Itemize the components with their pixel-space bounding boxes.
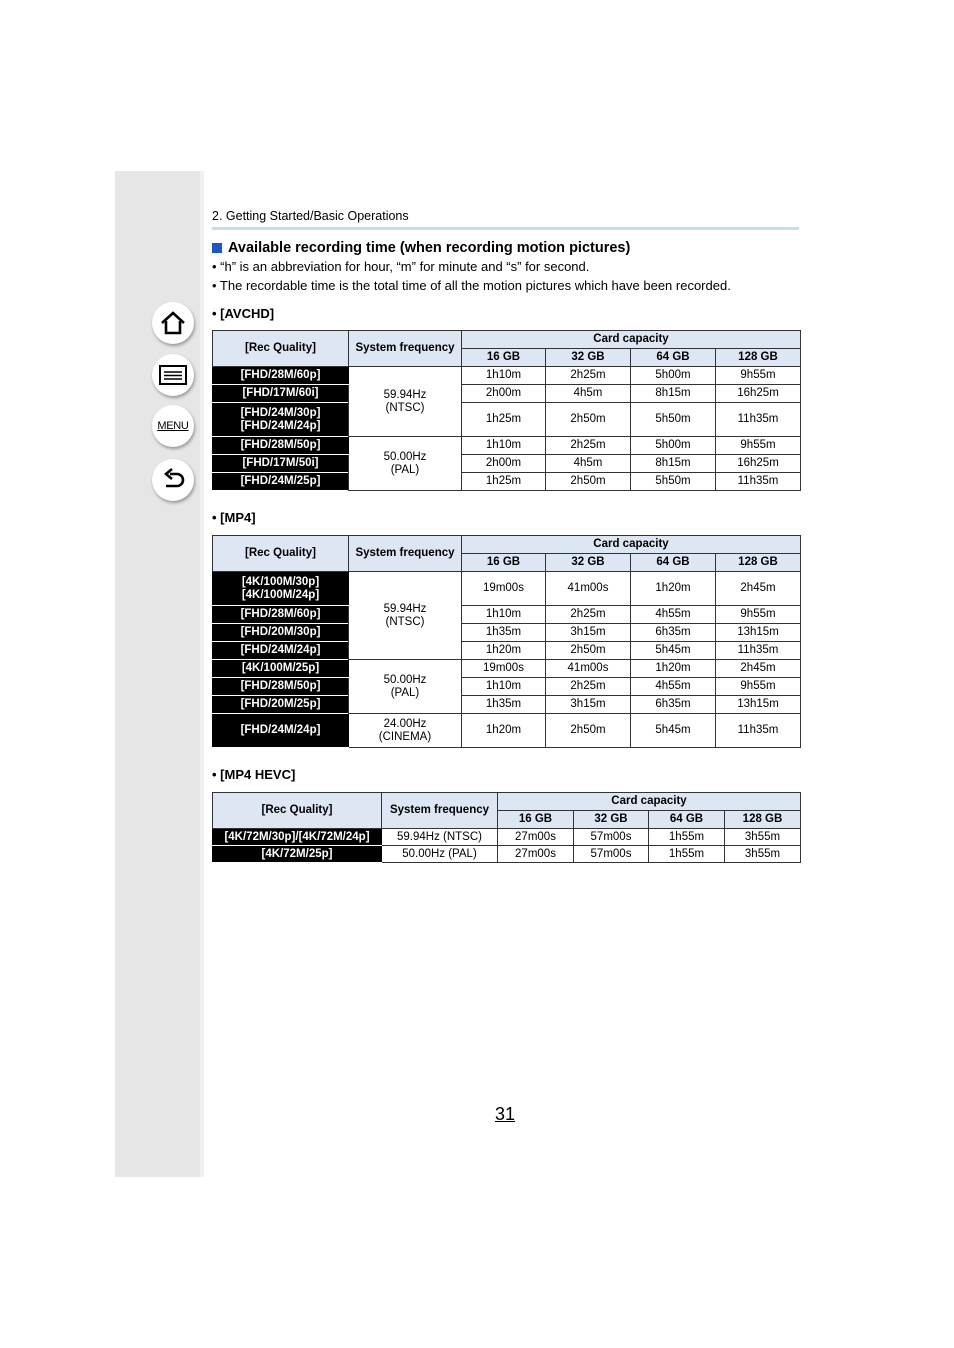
- capacity-header: 128 GB: [725, 811, 801, 829]
- rec-quality-cell: [FHD/28M/50p]: [213, 437, 349, 455]
- system-frequency-cell: 59.94Hz (NTSC): [382, 829, 498, 846]
- rec-quality-cell: [FHD/28M/50p]: [213, 678, 349, 696]
- recording-time-cell: 2h25m: [546, 367, 631, 385]
- card-capacity-header: Card capacity: [462, 536, 801, 554]
- capacity-header: 16 GB: [462, 554, 546, 572]
- recording-time-cell: 2h00m: [462, 455, 546, 473]
- recording-time-cell: 2h25m: [546, 606, 631, 624]
- recording-time-cell: 1h25m: [462, 473, 546, 491]
- table-row: [213, 846, 801, 863]
- recording-time-cell: 27m00s: [498, 829, 574, 846]
- rec-quality-header: [Rec Quality]: [213, 331, 349, 367]
- rec-quality-cell: [FHD/24M/24p]: [213, 642, 349, 660]
- table-row: [213, 829, 801, 846]
- capacity-header: 128 GB: [716, 554, 801, 572]
- table-row: [213, 660, 801, 678]
- sidebar-edge: [200, 171, 204, 1177]
- table-row: [213, 624, 801, 642]
- menu-button[interactable]: [152, 405, 194, 447]
- recording-time-cell: 57m00s: [574, 846, 649, 863]
- recording-time-cell: 5h00m: [631, 367, 716, 385]
- capacity-header: 16 GB: [462, 349, 546, 367]
- capacity-header: 32 GB: [546, 554, 631, 572]
- recording-time-cell: 1h20m: [462, 714, 546, 748]
- rec-quality-cell: [FHD/20M/25p]: [213, 696, 349, 714]
- page-number: 31: [495, 1104, 516, 1124]
- recording-time-cell: 41m00s: [546, 660, 631, 678]
- back-arrow-icon: [159, 466, 187, 494]
- home-button[interactable]: [152, 302, 194, 344]
- system-frequency-cell: 50.00Hz (PAL): [349, 437, 462, 491]
- recording-time-cell: 1h20m: [462, 642, 546, 660]
- rec-quality-cell: [FHD/24M/30p] [FHD/24M/24p]: [213, 403, 349, 437]
- system-frequency-header: System frequency: [349, 536, 462, 572]
- capacity-header: 16 GB: [498, 811, 574, 829]
- recording-time-cell: 11h35m: [716, 714, 801, 748]
- recording-time-cell: 5h50m: [631, 473, 716, 491]
- rec-quality-cell: [4K/72M/30p]/[4K/72M/24p]: [213, 829, 382, 846]
- recording-time-cell: 19m00s: [462, 572, 546, 606]
- system-frequency-cell: 24.00Hz (CINEMA): [349, 714, 462, 748]
- capacity-header: 32 GB: [546, 349, 631, 367]
- capacity-header: 128 GB: [716, 349, 801, 367]
- recording-time-cell: 3h15m: [546, 696, 631, 714]
- table-row: [213, 403, 801, 437]
- recording-time-cell: 2h25m: [546, 678, 631, 696]
- recording-time-cell: 2h45m: [716, 660, 801, 678]
- rec-quality-cell: [FHD/24M/25p]: [213, 473, 349, 491]
- rec-quality-cell: [FHD/20M/30p]: [213, 624, 349, 642]
- card-capacity-header: Card capacity: [498, 793, 801, 811]
- table-row: [213, 714, 801, 748]
- recording-time-cell: 2h50m: [546, 473, 631, 491]
- header-row: [213, 536, 801, 554]
- section-heading-text: Available recording time (when recording motion pictures): [228, 240, 631, 256]
- rec-quality-cell: [FHD/24M/24p]: [213, 714, 349, 748]
- rec-quality-cell: [4K/100M/25p]: [213, 660, 349, 678]
- contents-button[interactable]: [152, 354, 194, 396]
- recording-time-cell: 41m00s: [546, 572, 631, 606]
- rec-quality-cell: [4K/72M/25p]: [213, 846, 382, 863]
- recording-time-cell: 16h25m: [716, 455, 801, 473]
- recording-time-cell: 27m00s: [498, 846, 574, 863]
- recording-time-cell: 3h15m: [546, 624, 631, 642]
- recording-time-cell: 2h50m: [546, 714, 631, 748]
- system-frequency-cell: 50.00Hz (PAL): [349, 660, 462, 714]
- recording-time-cell: 6h35m: [631, 696, 716, 714]
- recording-time-cell: 11h35m: [716, 642, 801, 660]
- recording-time-cell: 5h45m: [631, 642, 716, 660]
- avchd-table: [212, 330, 801, 491]
- recording-time-cell: 1h10m: [462, 606, 546, 624]
- list-icon: [158, 363, 188, 387]
- mp4-title: • [MP4]: [212, 510, 256, 525]
- rec-quality-header: [Rec Quality]: [213, 793, 382, 829]
- recording-time-cell: 16h25m: [716, 385, 801, 403]
- recording-time-cell: 3h55m: [725, 829, 801, 846]
- capacity-header: 64 GB: [649, 811, 725, 829]
- rec-quality-cell: [FHD/17M/50i]: [213, 455, 349, 473]
- recording-time-cell: 9h55m: [716, 606, 801, 624]
- recording-time-cell: 4h55m: [631, 678, 716, 696]
- capacity-header: 64 GB: [631, 554, 716, 572]
- back-button[interactable]: [152, 459, 194, 501]
- system-frequency-cell: 59.94Hz (NTSC): [349, 572, 462, 660]
- recording-time-cell: 2h50m: [546, 403, 631, 437]
- recording-time-cell: 5h45m: [631, 714, 716, 748]
- header-row: [213, 793, 801, 811]
- table-row: [213, 696, 801, 714]
- recording-time-cell: 2h25m: [546, 437, 631, 455]
- recording-time-cell: 2h50m: [546, 642, 631, 660]
- recording-time-cell: 1h10m: [462, 678, 546, 696]
- recording-time-cell: 1h55m: [649, 829, 725, 846]
- recording-time-cell: 1h55m: [649, 846, 725, 863]
- recording-time-cell: 1h20m: [631, 660, 716, 678]
- recording-time-cell: 11h35m: [716, 473, 801, 491]
- system-frequency-header: System frequency: [349, 331, 462, 367]
- header-row: [213, 331, 801, 349]
- card-capacity-header: Card capacity: [462, 331, 801, 349]
- table-row: [213, 642, 801, 660]
- recording-time-cell: 4h5m: [546, 385, 631, 403]
- rec-quality-cell: [FHD/28M/60p]: [213, 606, 349, 624]
- recording-time-cell: 1h20m: [631, 572, 716, 606]
- breadcrumb: 2. Getting Started/Basic Operations: [212, 209, 409, 223]
- table-row: [213, 678, 801, 696]
- rec-quality-header: [Rec Quality]: [213, 536, 349, 572]
- system-frequency-cell: 50.00Hz (PAL): [382, 846, 498, 863]
- table-row: [213, 437, 801, 455]
- recording-time-cell: 9h55m: [716, 367, 801, 385]
- recording-time-cell: 1h35m: [462, 696, 546, 714]
- rec-quality-cell: [4K/100M/30p] [4K/100M/24p]: [213, 572, 349, 606]
- recording-time-cell: 5h00m: [631, 437, 716, 455]
- mp4-hevc-table: [212, 792, 801, 863]
- recording-time-cell: 4h55m: [631, 606, 716, 624]
- square-bullet-icon: [212, 243, 222, 253]
- recording-time-cell: 1h10m: [462, 437, 546, 455]
- table-row: [213, 385, 801, 403]
- rec-quality-cell: [FHD/28M/60p]: [213, 367, 349, 385]
- system-frequency-cell: 59.94Hz (NTSC): [349, 367, 462, 437]
- recording-time-cell: 13h15m: [716, 624, 801, 642]
- capacity-header: 32 GB: [574, 811, 649, 829]
- recording-time-cell: 6h35m: [631, 624, 716, 642]
- recording-time-cell: 2h00m: [462, 385, 546, 403]
- rec-quality-cell: [FHD/17M/60i]: [213, 385, 349, 403]
- recording-time-cell: 13h15m: [716, 696, 801, 714]
- recording-time-cell: 5h50m: [631, 403, 716, 437]
- header-rule: [212, 227, 799, 230]
- avchd-title: • [AVCHD]: [212, 306, 275, 321]
- recording-time-cell: 1h10m: [462, 367, 546, 385]
- recording-time-cell: 19m00s: [462, 660, 546, 678]
- recording-time-cell: 11h35m: [716, 403, 801, 437]
- table-row: [213, 572, 801, 606]
- recording-time-cell: 3h55m: [725, 846, 801, 863]
- recording-time-cell: 2h45m: [716, 572, 801, 606]
- recording-time-cell: 57m00s: [574, 829, 649, 846]
- table-row: [213, 367, 801, 385]
- recording-time-cell: 1h25m: [462, 403, 546, 437]
- note-recordable-time: • The recordable time is the total time of all the motion pictures which have been recorded.: [212, 278, 731, 293]
- table-row: [213, 606, 801, 624]
- mp4-table: [212, 535, 801, 748]
- section-heading: [212, 240, 630, 256]
- system-frequency-header: System frequency: [382, 793, 498, 829]
- table-row: [213, 455, 801, 473]
- recording-time-cell: 8h15m: [631, 385, 716, 403]
- note-abbreviation: • “h” is an abbreviation for hour, “m” for minute and “s” for second.: [212, 259, 590, 274]
- recording-time-cell: 9h55m: [716, 437, 801, 455]
- capacity-header: 64 GB: [631, 349, 716, 367]
- menu-label: MENU: [157, 420, 189, 432]
- table-row: [213, 473, 801, 491]
- recording-time-cell: 4h5m: [546, 455, 631, 473]
- home-icon: [159, 309, 187, 337]
- recording-time-cell: 1h35m: [462, 624, 546, 642]
- recording-time-cell: 9h55m: [716, 678, 801, 696]
- recording-time-cell: 8h15m: [631, 455, 716, 473]
- mp4-hevc-title: • [MP4 HEVC]: [212, 767, 296, 782]
